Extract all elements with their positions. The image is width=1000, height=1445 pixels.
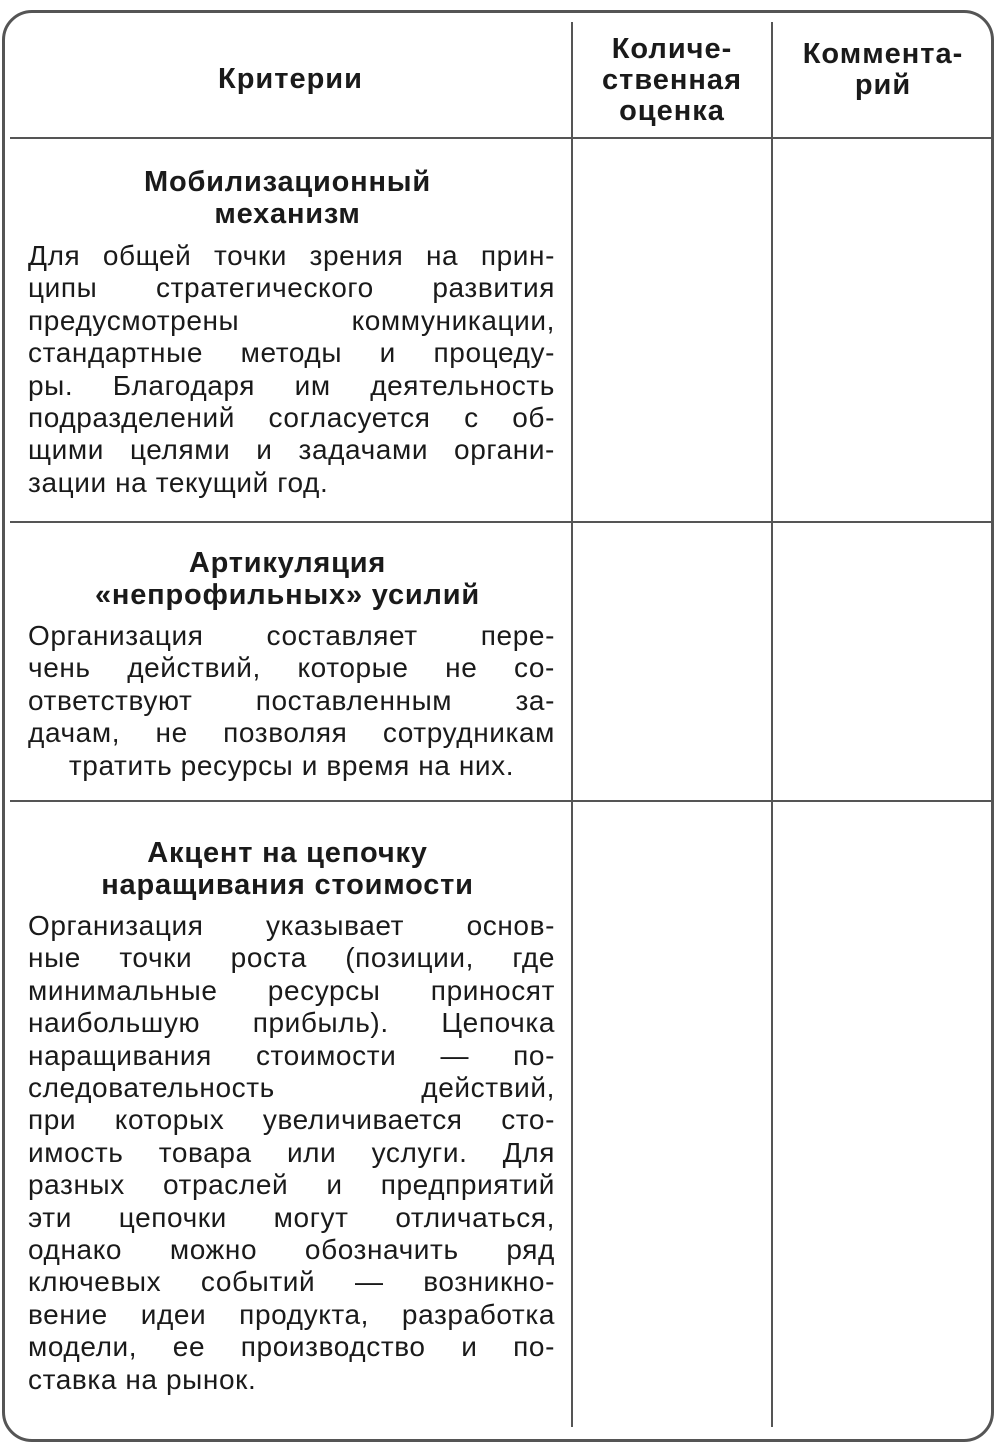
- header-comment-line-1: Коммента-: [802, 38, 964, 70]
- row-1-line: предусмотрены коммуникации,: [28, 304, 555, 336]
- row-1-title-line-1: Мобилизационный: [143, 166, 432, 198]
- column-divider-2: [771, 22, 773, 1427]
- row-3-line: минимальные ресурсы приносят: [28, 974, 555, 1006]
- row-3-title: [20, 837, 555, 901]
- row-2-title-line-2: «непрофильных» усилий: [94, 579, 480, 611]
- row-2-title-line-1: Артикуляция: [188, 547, 387, 579]
- row-2-line: тратить ресурсы и время на них.: [68, 749, 515, 781]
- row-1-line: зации на текущий год.: [28, 466, 329, 498]
- row-1-line: ры. Благодаря им деятельность: [28, 369, 555, 401]
- row-3-line: разных отраслей и предприятий: [28, 1169, 555, 1201]
- row-3-line: наибольшую прибыль). Цепочка: [28, 1007, 555, 1039]
- row-3-line: однако можно обозначить ряд: [28, 1234, 555, 1266]
- header-divider: [10, 137, 994, 139]
- column-divider-1: [571, 22, 573, 1427]
- row-2-description: [28, 620, 555, 782]
- row-3-line: ные точки роста (позиции, где: [28, 942, 555, 974]
- row-3-line: эти цепочки могут отличаться,: [28, 1201, 555, 1233]
- row-2-title: [20, 547, 555, 611]
- row-3-line: вение идеи продукта, разработка: [28, 1298, 555, 1330]
- header-criteria: [10, 22, 571, 137]
- header-score: [573, 28, 771, 132]
- row-2-line: ответствуют поставленным за-: [28, 684, 555, 716]
- row-3-line: Организация указывает основ-: [28, 910, 555, 941]
- row-3-line: ставка на рынок.: [28, 1363, 257, 1395]
- row-1-line: стандартные методы и процеду-: [28, 337, 555, 369]
- row-3-description: [28, 910, 555, 1396]
- header-score-line-1: Количе-: [611, 32, 733, 65]
- row-1-line: подразделений согласуется с об-: [28, 402, 555, 434]
- row-3-line: наращивания стоимости — по-: [28, 1039, 555, 1071]
- row-3-line: имость товара или услуги. Для: [28, 1136, 555, 1168]
- row-divider-1: [10, 521, 994, 523]
- row-3-title-line-1: Акцент на цепочку: [147, 837, 428, 869]
- header-score-line-3: оценка: [619, 94, 725, 127]
- row-2-line: чень действий, которые не со-: [28, 652, 555, 684]
- row-3-line: при которых увеличивается сто-: [28, 1104, 555, 1136]
- row-3-line: следовательность действий,: [28, 1072, 555, 1104]
- row-3-title-line-2: наращивания стоимости: [101, 869, 474, 901]
- row-1-line: ципы стратегического развития: [28, 272, 555, 304]
- header-comment-line-2: рий: [854, 69, 912, 101]
- row-3-line: модели, ее производство и по-: [28, 1331, 555, 1363]
- row-3-line: ключевых событий — возникно-: [28, 1266, 555, 1298]
- row-1-title: [20, 166, 555, 230]
- row-1-line: щими целями и задачами органи-: [28, 434, 555, 466]
- row-2-line: Организация составляет пере-: [28, 620, 555, 651]
- header-score-line-2: ственная: [602, 63, 742, 96]
- row-1-title-line-2: механизм: [214, 198, 361, 230]
- header-criteria-label: Критерии: [218, 63, 363, 95]
- row-2-line: дачам, не позволяя сотрудникам: [28, 717, 555, 749]
- header-comment: [773, 28, 993, 112]
- row-divider-2: [10, 800, 994, 802]
- row-1-description: [28, 240, 555, 499]
- row-1-line: Для общей точки зрения на прин-: [28, 240, 555, 271]
